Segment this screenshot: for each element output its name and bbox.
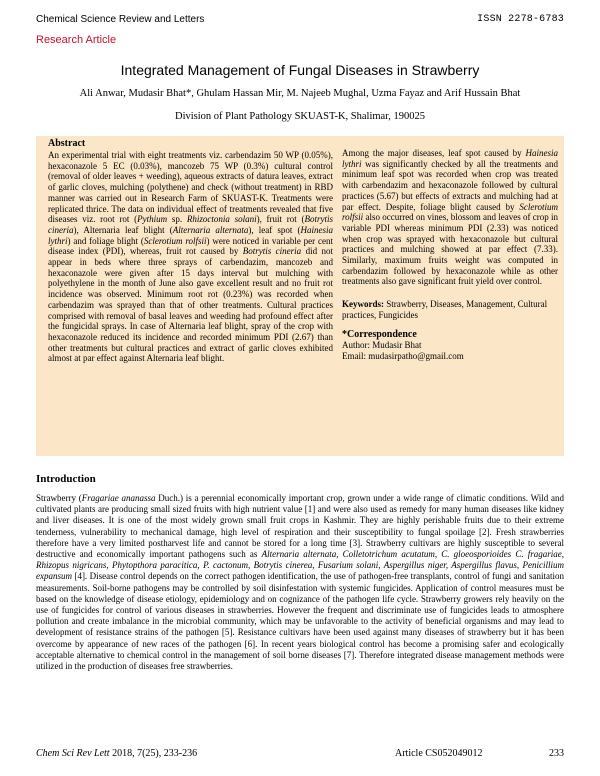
abstract-heading: Abstract bbox=[48, 138, 86, 149]
issn-number: ISSN 2278-6783 bbox=[477, 14, 564, 25]
article-type: Research Article bbox=[36, 34, 117, 46]
keywords-text: Strawberry, Diseases, Management, Cultural practices, Fungicides bbox=[342, 299, 548, 321]
correspondence-heading: *Correspondence bbox=[342, 329, 417, 341]
footer-article-id: Article CS052049012 bbox=[395, 748, 483, 759]
introduction-heading: Introduction bbox=[36, 473, 96, 485]
keywords-label: Keywords: bbox=[342, 299, 384, 310]
page-number: 233 bbox=[549, 748, 564, 759]
keywords bbox=[342, 299, 558, 321]
footer-volume: 2018, 7(25), 233-236 bbox=[109, 748, 198, 759]
affiliation: Division of Plant Pathology SKUAST-K, Shalimar, 190025 bbox=[174, 111, 426, 122]
abstract-box bbox=[36, 136, 337, 456]
correspondence-author: Author: Mudasir Bhat bbox=[342, 340, 422, 351]
abstract-text-left: An experimental trial with eight treatments viz. carbendazim 50 WP (0.05%), hexaconazole 5 EC (0.03%), mancozeb 75 WP (0.3%) cultural control (removal of older leaves + weeding), aqueous extracts of datura leaves, extract of garlic cloves, mulching (polythene) and check (without treatment) in RBD manner was carried out in Research Farm of SKUAST-K. Treatments were replicated thrice. The data on individual effect of treatments revealed that five diseases viz. root rot (Pythium sp. Rhizoctonia solani), fruit rot (Botrytis cineria), Alternaria leaf blight (Alternaria alternata), leaf spot (Hainesia lythri) and foliage blight (Sclerotium rolfsii) were noticed in variable per cent disease index (PDI), whereas, fruit rot caused by Botrytis cineria did not appear in beds where three sprays of carbendazim, mancozeb and hexaconazole were given after 15 days interval but mulching with polyethylene in the month of June also gave excellent result and no fruit rot incidence was observed. Minimum root rot (0.23%) was recorded when carbendazim was sprayed than that of other treatments. Cultural practices comprised with removal of basal leaves and weeding had profound effect after the fungicidal sprays. In case of Alternaria leaf blight, spray of the crop with hexaconazole reduced its incidence and recorded minimum PDI (2.67) than other treatments but cultural practices and extract of garlic cloves exhibited almost at par effect against Alternaria leaf blight. bbox=[48, 150, 334, 364]
journal-name: Chemical Science Review and Letters bbox=[36, 14, 205, 25]
abstract-text-right: Among the major diseases, leaf spot caused by Hainesia lythri was significantly checked by all the treatments and minimum leaf spot was recorded when crop was treated with carbendazim and hexaconazole followed by cultural practices (5.67) but effects of extracts and mulching had at par effect. Despite, foliage blight caused by Sclerotium rolfsii also occurred on vines, blossom and leaves of crop in variable PDI whereas minimum PDI (2.33) was noticed when crop was sprayed with hexaconazole but cultural practices and mulching showed at par effect (7.33). Similarly, maximum fruits weight was computed in carbendazim followed by hexaconazole while as other treatments also gave significant fruit yield over control. bbox=[342, 148, 558, 287]
article-title: Integrated Management of Fungal Diseases in Strawberry bbox=[120, 62, 480, 78]
author-list: Ali Anwar, Mudasir Bhat*, Ghulam Hassan Mir, M. Najeeb Mughal, Uzma Fayaz and Arif Hussain Bhat bbox=[79, 88, 521, 99]
footer-citation bbox=[36, 748, 197, 759]
introduction-text: Strawberry (Fragariae ananassa Duch.) is a perennial economically important crop, grown under a wide range of climatic conditions. Wild and cultivated plants are producing small sized fruits with high nutrient value [1] and were also used as remedy for many human diseases like kidney and liver diseases. It is one of the most widely grown small fruit crops in Kashmir. They are highly perishable fruits due to their extreme tenderness, vulnerability to mechanical damage, high level of respiration and their susceptibility to fungal spoilage [2]. Fresh strawberries therefore have a very limited postharvest life and cannot be stored for a long time [3]. Strawberry cultivars are highly susceptible to several destructive and economically important pathogens such as Alternaria alternata, Colletotrichum acutatum, C. gloeosporioides C. fragariae, Rhizopus nigricans, Phytopthora paracitica, P. cactonum, Botrytis cinerea, Fusarium solani, Aspergillus niger, Aspergillus flavus, Penicillium expansum [4]. Disease control depends on the correct pathogen identification, the use of pathogen-free transplants, control of fungi and sanitation measurements. Soil-borne pathogens may be controlled by soil disinfestation with systemic fungicides. Application of control measures must be based on the knowledge of disease etiology, epidemiology and on cognizance of the pathogen life cycle. Strawberry growers rely heavily on the use of fungicides for control of various diseases in strawberries. However the frequent and discriminate use of fungicides leads to atmosphere pollution and create imbalance in the microbial community, which may be unfavorable to the activity of beneficial organisms and may lead to development of resistance strains of the pathogen [5]. Resistance cultivars have been used against many diseases of strawberry but it has been overcome by appearance of new races of the pathogen [6]. In recent years biological control has become a promising safer and ecologically acceptable alternative to chemical control in the management of soil borne diseases [7]. Therefore integrated disease management methods were utilized in the production of diseases free strawberries. bbox=[36, 493, 564, 672]
correspondence-email: Email: mudasirpatho@gmail.com bbox=[342, 351, 464, 362]
abstract-right-column bbox=[336, 136, 564, 456]
footer-journal-abbrev: Chem Sci Rev Lett bbox=[36, 748, 110, 759]
